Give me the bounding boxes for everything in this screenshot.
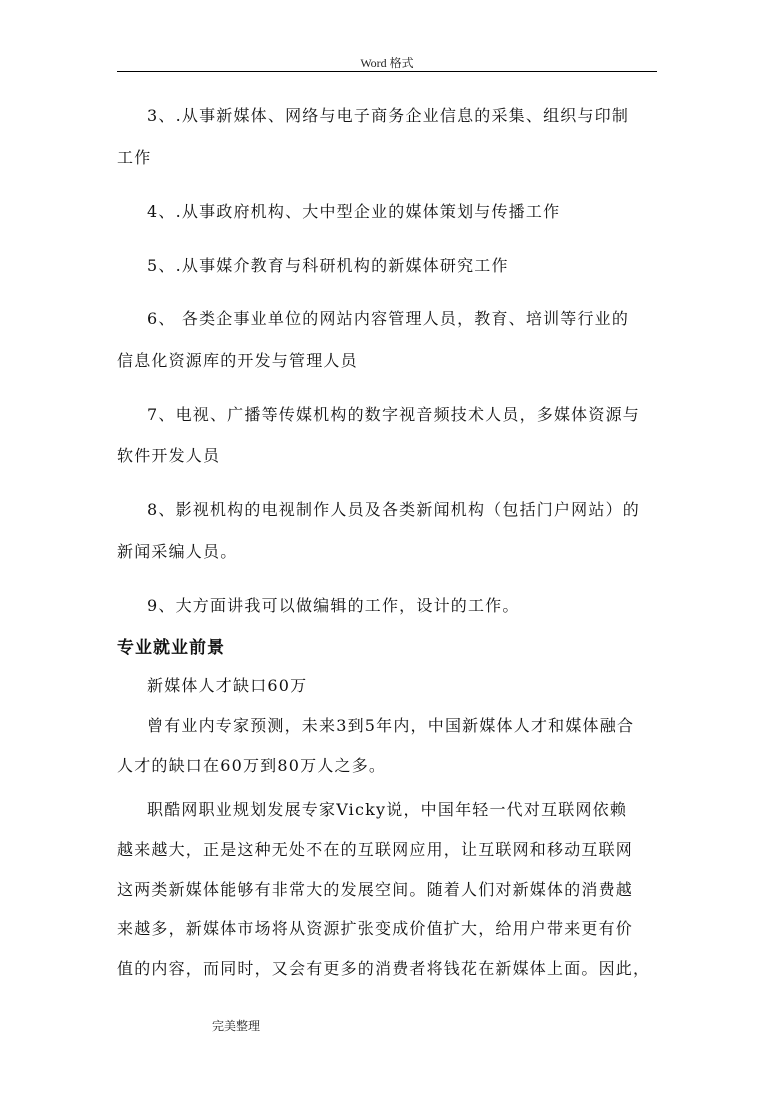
header-divider xyxy=(117,71,657,72)
paragraph-2-line-5: 值的内容，而同时，又会有更多的消费者将钱花在新媒体上面。因此， xyxy=(117,959,651,978)
list-item-6-line-1: 6、 各类企事业单位的网站内容管理人员，教育、培训等行业的 xyxy=(147,309,630,328)
list-item-7-line-1: 7、电视、广播等传媒机构的数字视音频技术人员，多媒体资源与 xyxy=(147,405,640,424)
list-item-9: 9、大方面讲我可以做编辑的工作，设计的工作。 xyxy=(147,596,520,615)
paragraph-2-line-2: 越来越大，正是这种无处不在的互联网应用，让互联网和移动互联网 xyxy=(117,840,634,859)
section-heading: 专业就业前景 xyxy=(117,638,225,658)
page-footer: 完美整理 xyxy=(212,1019,261,1033)
list-item-8-line-2: 新闻采编人员。 xyxy=(117,542,238,561)
paragraph-2-line-4: 来越多，新媒体市场将从资源扩张变成价值扩大，给用户带来更有价 xyxy=(117,919,634,938)
list-item-5: 5、.从事媒介教育与科研机构的新媒体研究工作 xyxy=(147,256,509,275)
paragraph-1-line-1: 曾有业内专家预测，未来3到5年内，中国新媒体人才和媒体融合 xyxy=(147,716,635,735)
list-item-3-line-1: 3、.从事新媒体、网络与电子商务企业信息的采集、组织与印制 xyxy=(147,106,630,125)
section-subheading: 新媒体人才缺口60万 xyxy=(147,676,308,695)
paragraph-2-line-3: 这两类新媒体能够有非常大的发展空间。随着人们对新媒体的消费越 xyxy=(117,880,634,899)
paragraph-1-line-2: 人才的缺口在60万到80万人之多。 xyxy=(117,756,387,775)
list-item-8-line-1: 8、影视机构的电视制作人员及各类新闻机构（包括门户网站）的 xyxy=(147,500,640,519)
list-item-6-line-2: 信息化资源库的开发与管理人员 xyxy=(117,351,358,370)
list-item-4: 4、.从事政府机构、大中型企业的媒体策划与传播工作 xyxy=(147,202,561,221)
list-item-3-line-2: 工作 xyxy=(117,148,152,167)
paragraph-2-line-1: 职酷网职业规划发展专家Vicky说，中国年轻一代对互联网依赖 xyxy=(147,800,628,819)
list-item-7-line-2: 软件开发人员 xyxy=(117,446,221,465)
page-header: Word 格式 xyxy=(360,56,414,70)
